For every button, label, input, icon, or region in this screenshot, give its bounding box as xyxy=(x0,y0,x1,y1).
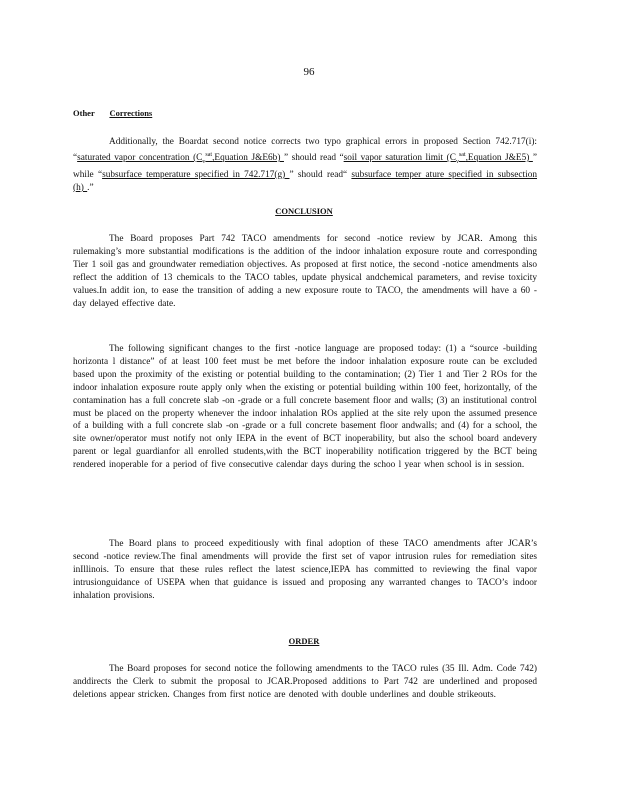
conclusion-paragraph-1: The Board proposes Part 742 TACO amendments for second -notice review by JCAR. Among this rulemaking’s more substantial modifications is the addition of the indoor inhalation exposure route and corresponding Tier 1 soil gas and groundwater remediation objectives. As proposed at first notice, the second -notice amendments also reflect the addition of 13 chemicals to the TACO tables, update physical andchemical parameters, and revise toxicity values.In addit ion, to ease the transition of adding a new exposure route to TACO, the amendments will have a 60 -day delayed effective date. xyxy=(73,234,537,309)
heading-corrections: Corrections xyxy=(109,108,153,118)
underlined-term: subsurface temper ature specified in subsection (h) xyxy=(73,169,538,193)
heading-other: Other xyxy=(73,108,95,118)
conclusion-paragraph-3: The Board plans to proceed expeditiously with final adoption of these TACO amendments after JCAR’s second -notice review.The final amendments will provide the first set of vapor intrusion rules for remediation sites inIllinois. To ensure that these rules reflect the latest science,IEPA has committed to reviewing the final vapor intrusionguidance of USEPA when that guidance is issued and proposing any warranted changes to TACO’s indoor inhalation provisions. xyxy=(73,539,537,601)
underlined-term: subsurface temperature specified in 742.717(g) xyxy=(102,169,290,180)
underlined-term: soil vapor saturation limit ($C_v^{sat},Equation$ J&E5) xyxy=(343,151,533,165)
conclusion-paragraph-2: The following significant changes to the first -notice language are proposed today: (1) a “source -building horizonta l distance” of at least 100 feet must be met before the indoor inhalation exposure route can be excluded based upon the proximity of the existing or potential building to the contamination; (2) Tier 1 and Tier 2 ROs for the indoor inhalation exposure route apply only when the existing or potential building within 100 feet, horizontally, of the contamination has a full concrete slab -on -grade or a full concrete basement floor and walls; (3) an institutional control must be placed on the property whenever the indoor inhalation ROs applied at the site rely upon the assumed presence of a building with a full concrete slab -on -grade or a full concrete basement floor andwalls; and (4) for a school, the site owner/operator must notify not only IEPA in the event of BCT inoperability, but also the school board andevery parent or legal guardianfor all enrolled students,with the BCT inoperability notification triggered by the BCT being rendered inoperable for a period of five consecutive calendar days during the schoo l year when school is in session. xyxy=(73,344,537,471)
underlined-term: saturated vapor concentration ($C_v^{sat},Equation$ J&E6b) xyxy=(77,151,284,165)
order-paragraph: The Board proposes for second notice the following amendments to the TACO rules (35 Ill. Adm. Code 742) anddirects the Clerk to submit the proposal to JCAR.Proposed additions to Part 742 are underlined and proposed deletions appear stricken. Changes from first notice are denoted with double underlines and double strikeouts. xyxy=(73,664,537,700)
conclusion-heading: CONCLUSION xyxy=(275,206,333,216)
other-corrections-heading xyxy=(73,108,152,118)
order-heading: ORDER xyxy=(288,636,320,646)
page-number: 96 xyxy=(303,66,315,78)
other-corrections-paragraph: Additionally, the Boardat second notice corrects two typo graphical errors in proposed Section 742.717(i): “saturated vapor concentration ($C_v^{sat},Equation$ J&E6b) ” should read “soil vapor saturation limit ($C_v^{sat},Equation$ J&E5) ” while “subsurface temperature specified in 742.717(g) ” should read“ subsurface temper ature specified in subsection (h) .” xyxy=(73,137,538,193)
